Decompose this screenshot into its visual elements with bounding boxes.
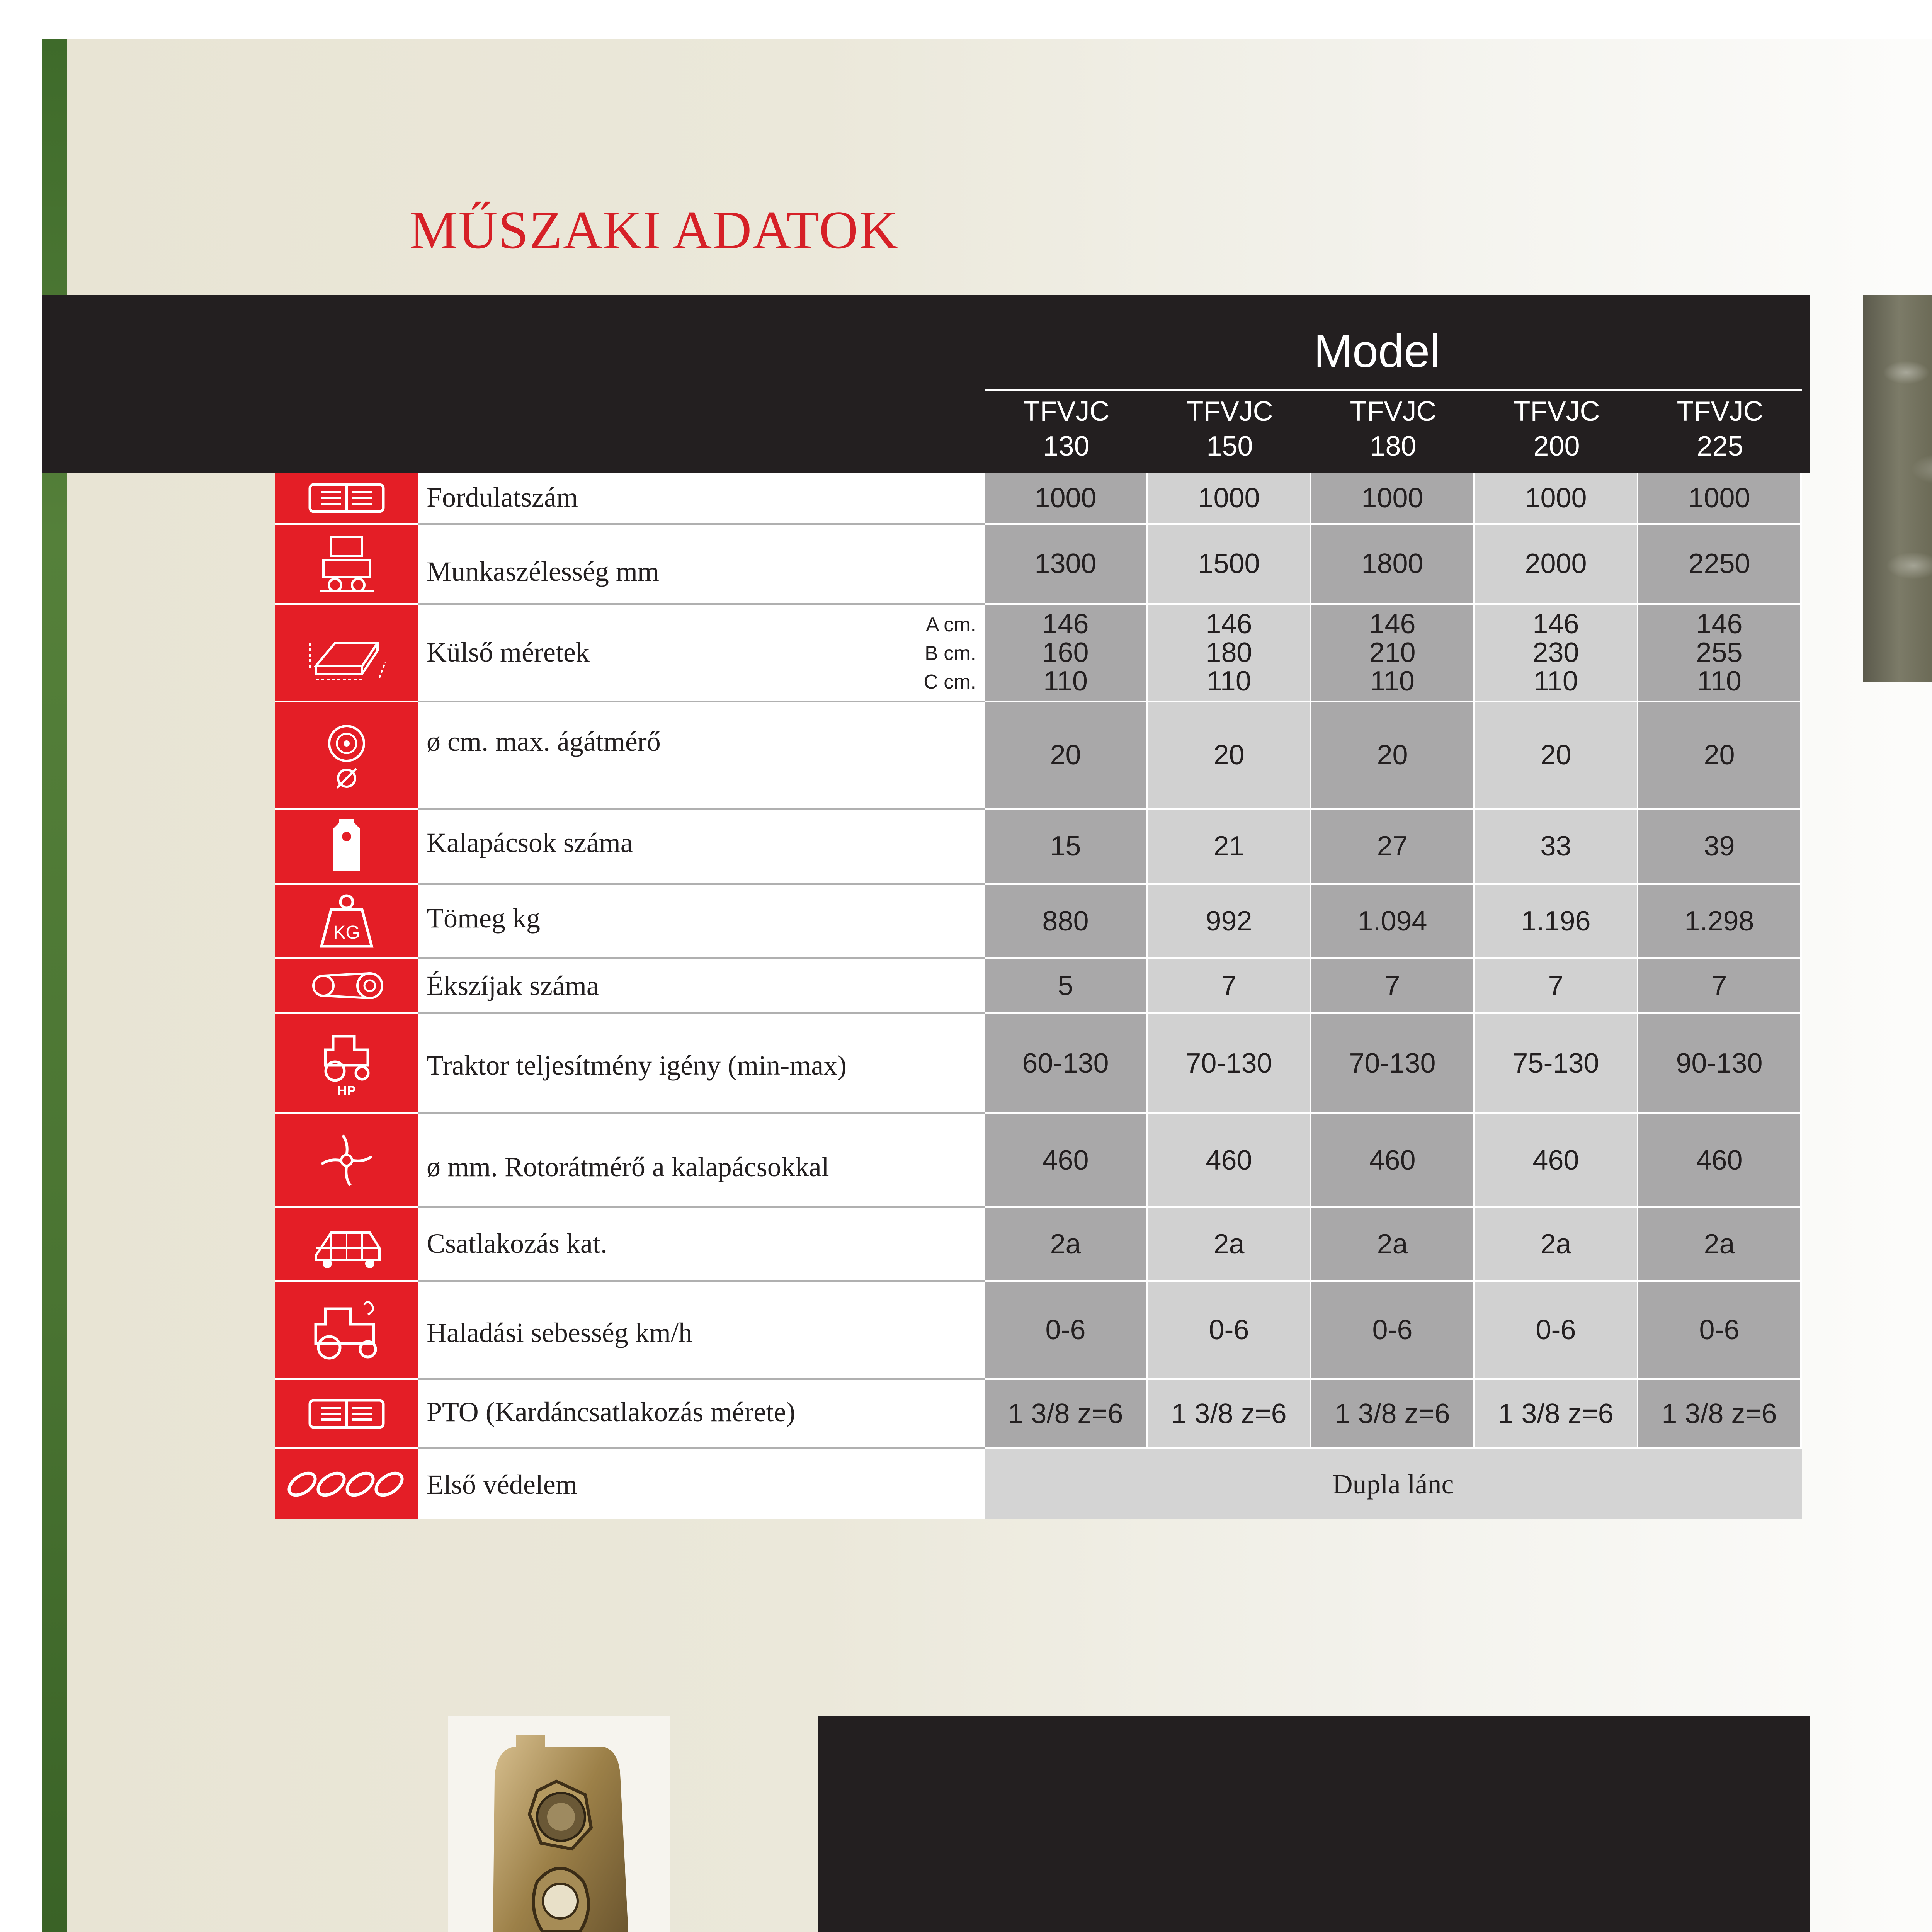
tractor-speed-icon	[275, 1282, 418, 1380]
cell-fordulatszam-5: 1000	[1638, 473, 1802, 525]
cell-kalapacsok-5: 39	[1638, 810, 1802, 885]
working-width-icon	[275, 525, 418, 605]
cell-rotoratmero-5: 460	[1638, 1114, 1802, 1208]
hammer-icon	[275, 810, 418, 885]
cell-csatlakozas-5: 2a	[1638, 1208, 1802, 1282]
cell-munkaszelesseg-3: 1800	[1311, 525, 1475, 605]
hitch-icon	[275, 1208, 418, 1282]
weight-icon	[275, 885, 418, 959]
cell-kulso-meretek-3: 146 210 110	[1311, 605, 1475, 702]
cell-fordulatszam-4: 1000	[1475, 473, 1638, 525]
model-column-1: TFVJC 130	[1023, 396, 1110, 462]
cell-csatlakozas-3: 2a	[1311, 1208, 1475, 1282]
model-column-2: TFVJC 150	[1186, 396, 1273, 462]
sublabel-c: C cm.	[923, 671, 976, 693]
cell-rotoratmero-1: 460	[985, 1114, 1148, 1208]
cell-csatlakozas-4: 2a	[1475, 1208, 1638, 1282]
row-label-munkaszelesseg: Munkaszélesség mm	[418, 525, 985, 605]
row-label-vedelem: Első védelem	[418, 1449, 985, 1519]
cell-traktor-3: 70-130	[1311, 1014, 1475, 1114]
model-column-4: TFVJC 200	[1513, 396, 1600, 462]
cell-pto-4: 1 3/8 z=6	[1475, 1380, 1638, 1449]
rotor-icon	[275, 1114, 418, 1208]
cell-ekszijak-4: 7	[1475, 959, 1638, 1014]
cell-sebesseg-1: 0-6	[985, 1282, 1148, 1380]
cell-vedelem-merged: Dupla lánc	[985, 1449, 1802, 1519]
cell-agatmero-3: 20	[1311, 702, 1475, 810]
cell-kulso-meretek-5: 146 255 110	[1638, 605, 1802, 702]
cell-tomeg-2: 992	[1148, 885, 1311, 959]
gearbox-icon	[275, 473, 418, 525]
cell-traktor-4: 75-130	[1475, 1014, 1638, 1114]
cell-traktor-2: 70-130	[1148, 1014, 1311, 1114]
cell-agatmero-1: 20	[985, 702, 1148, 810]
cell-kulso-meretek-2: 146 180 110	[1148, 605, 1311, 702]
dimensions-icon	[275, 605, 418, 702]
cell-sebesseg-4: 0-6	[1475, 1282, 1638, 1380]
belt-icon	[275, 959, 418, 1014]
cell-traktor-1: 60-130	[985, 1014, 1148, 1114]
cell-tomeg-1: 880	[985, 885, 1148, 959]
svg-text:KG: KG	[333, 922, 360, 943]
cell-ekszijak-5: 7	[1638, 959, 1802, 1014]
cell-csatlakozas-2: 2a	[1148, 1208, 1311, 1282]
row-label-ekszijak: Ékszíjak száma	[418, 959, 985, 1014]
cell-rotoratmero-4: 460	[1475, 1114, 1638, 1208]
cell-fordulatszam-2: 1000	[1148, 473, 1311, 525]
cell-ekszijak-3: 7	[1311, 959, 1475, 1014]
pto-icon	[275, 1380, 418, 1449]
cell-munkaszelesseg-1: 1300	[985, 525, 1148, 605]
cell-agatmero-5: 20	[1638, 702, 1802, 810]
row-label-rotoratmero: ø mm. Rotorátmérő a kalapácsokkal	[418, 1114, 985, 1208]
page-title: MŰSZAKI ADATOK	[410, 200, 899, 260]
cell-pto-2: 1 3/8 z=6	[1148, 1380, 1311, 1449]
row-label-fordulatszam: Fordulatszám	[418, 473, 985, 525]
cell-kalapacsok-3: 27	[1311, 810, 1475, 885]
cell-agatmero-4: 20	[1475, 702, 1638, 810]
cell-csatlakozas-1: 2a	[985, 1208, 1148, 1282]
row-label-agatmero: ø cm. max. ágátmérő	[418, 702, 985, 810]
row-label-sebesseg: Haladási sebesség km/h	[418, 1282, 985, 1380]
cell-agatmero-2: 20	[1148, 702, 1311, 810]
cell-ekszijak-1: 5	[985, 959, 1148, 1014]
tractor-hp-icon	[275, 1014, 418, 1114]
model-heading-rule	[985, 389, 1802, 391]
hammer-photo	[448, 1716, 670, 1932]
cell-munkaszelesseg-2: 1500	[1148, 525, 1311, 605]
branch-diameter-icon	[275, 702, 418, 810]
model-column-3: TFVJC 180	[1350, 396, 1437, 462]
cell-kulso-meretek-4: 146 230 110	[1475, 605, 1638, 702]
cell-traktor-5: 90-130	[1638, 1014, 1802, 1114]
cell-tomeg-4: 1.196	[1475, 885, 1638, 959]
cell-tomeg-3: 1.094	[1311, 885, 1475, 959]
row-label-tomeg: Tömeg kg	[418, 885, 985, 959]
cell-fordulatszam-1: 1000	[985, 473, 1148, 525]
row-label-csatlakozas: Csatlakozás kat.	[418, 1208, 985, 1282]
row-label-kalapacsok: Kalapácsok száma	[418, 810, 985, 885]
sublabel-b: B cm.	[925, 642, 976, 665]
cell-rotoratmero-3: 460	[1311, 1114, 1475, 1208]
cell-fordulatszam-3: 1000	[1311, 473, 1475, 525]
cell-tomeg-5: 1.298	[1638, 885, 1802, 959]
row-label-traktor: Traktor teljesítmény igény (min-max)	[418, 1014, 985, 1114]
cell-pto-3: 1 3/8 z=6	[1311, 1380, 1475, 1449]
row-label-kulso-meretek: Külső méretek A cm. B cm. C cm.	[418, 605, 985, 702]
cell-munkaszelesseg-5: 2250	[1638, 525, 1802, 605]
cell-kalapacsok-2: 21	[1148, 810, 1311, 885]
cell-sebesseg-2: 0-6	[1148, 1282, 1311, 1380]
cell-sebesseg-3: 0-6	[1311, 1282, 1475, 1380]
row-label-pto: PTO (Kardáncsatlakozás mérete)	[418, 1380, 985, 1449]
cell-ekszijak-2: 7	[1148, 959, 1311, 1014]
svg-text:HP: HP	[337, 1083, 356, 1098]
chain-icon	[275, 1449, 418, 1519]
cell-sebesseg-5: 0-6	[1638, 1282, 1802, 1380]
cell-rotoratmero-2: 460	[1148, 1114, 1311, 1208]
model-heading: Model	[1314, 325, 1440, 377]
cell-pto-1: 1 3/8 z=6	[985, 1380, 1148, 1449]
cell-pto-5: 1 3/8 z=6	[1638, 1380, 1802, 1449]
tree-bark-photo	[1863, 295, 1932, 682]
sublabel-a: A cm.	[925, 614, 976, 636]
model-column-5: TFVJC 225	[1677, 396, 1764, 462]
cell-kulso-meretek-1: 146 160 110	[985, 605, 1148, 702]
cell-munkaszelesseg-4: 2000	[1475, 525, 1638, 605]
cell-kalapacsok-1: 15	[985, 810, 1148, 885]
cell-kalapacsok-4: 33	[1475, 810, 1638, 885]
